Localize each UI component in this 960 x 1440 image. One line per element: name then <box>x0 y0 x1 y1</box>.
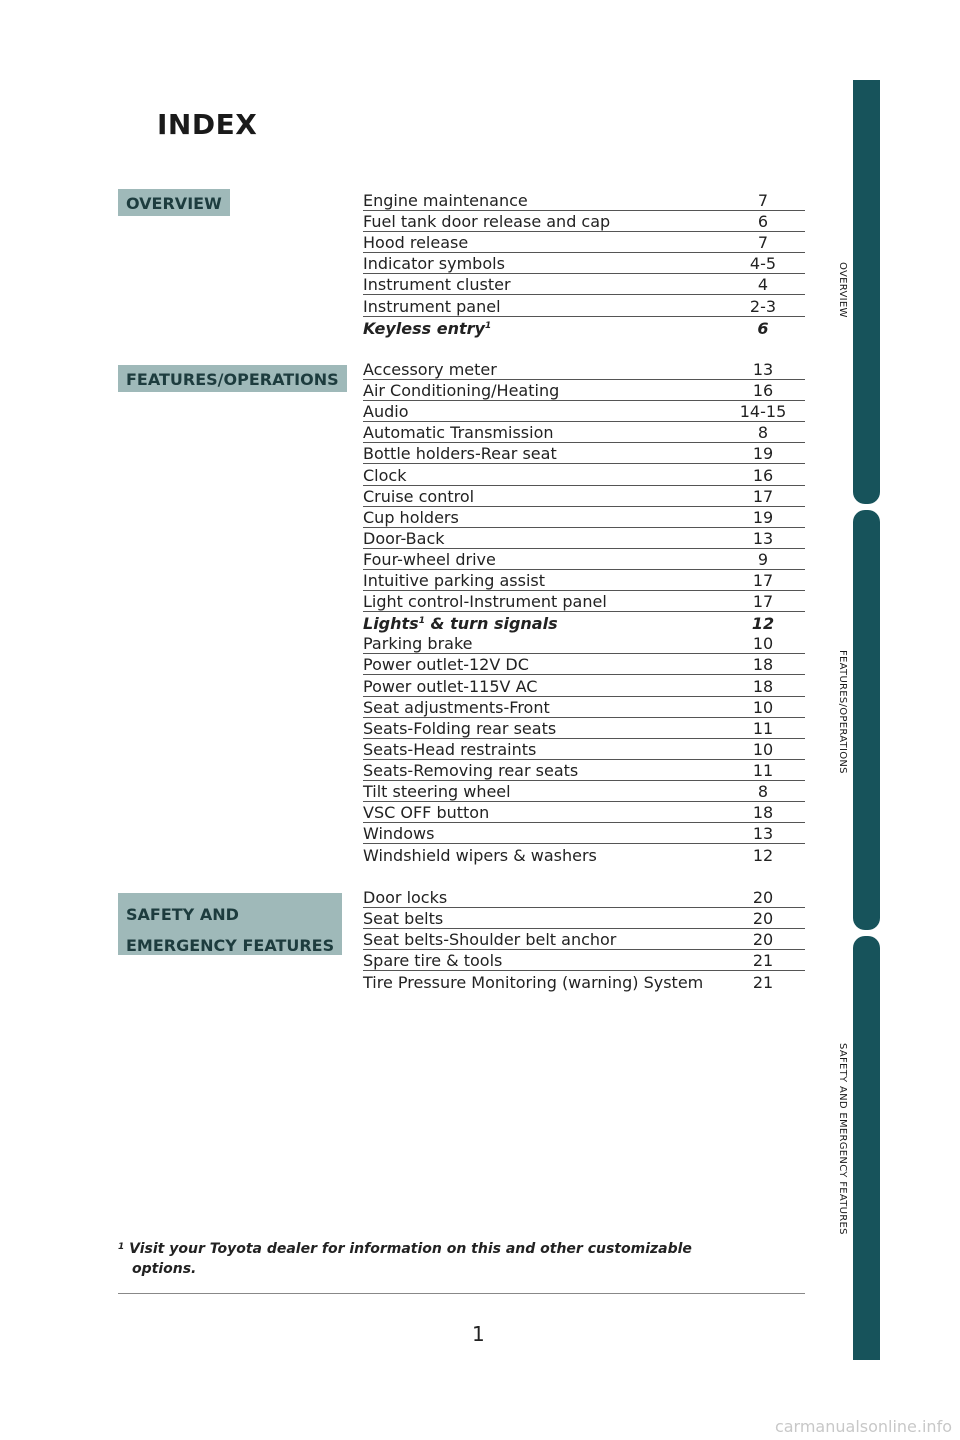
index-entry <box>363 549 805 570</box>
side-label-safety[interactable]: SAFETY AND EMERGENCY FEATURES <box>837 1043 848 1235</box>
index-entry-title: Audio <box>363 402 409 422</box>
index-entry-title: Fuel tank door release and cap <box>363 212 611 232</box>
index-entry <box>363 633 805 654</box>
index-entry <box>363 950 805 971</box>
footnote-line2: options. <box>132 1261 197 1277</box>
index-entry <box>363 190 805 211</box>
index-entry-title: Spare tire & tools <box>363 951 503 971</box>
watermark: carmanualsonline.info <box>774 1417 952 1436</box>
index-entry-title: VSC OFF button <box>363 803 490 823</box>
index-entry-title: Seats-Folding rear seats <box>363 718 557 738</box>
index-entry-page: 12 <box>752 846 774 866</box>
index-entry-page: 19 <box>752 507 774 527</box>
index-entry-title: Parking brake <box>363 634 473 654</box>
index-entry <box>363 781 805 802</box>
index-entry-page: 8 <box>757 781 769 801</box>
index-entry <box>363 274 805 295</box>
index-entry-page: 18 <box>752 803 774 823</box>
index-entry-title: Cup holders <box>363 507 459 527</box>
index-entry <box>363 380 805 401</box>
index-entry <box>363 528 805 549</box>
index-entry <box>363 802 805 823</box>
index-entry-page: 16 <box>752 381 774 401</box>
index-entry <box>363 359 805 380</box>
side-tab-overview[interactable] <box>853 80 880 504</box>
footnote <box>118 1239 778 1279</box>
index-entry-page: 13 <box>752 528 774 548</box>
index-entry-title: Air Conditioning/Heating <box>363 381 560 401</box>
index-entry-title: Seat belts-Shoulder belt anchor <box>363 930 617 950</box>
index-entry-page: 18 <box>752 676 774 696</box>
index-entry-page: 17 <box>752 571 774 591</box>
index-entry-title: Intuitive parking assist <box>363 571 545 591</box>
index-entry-title: Automatic Transmission <box>363 423 554 443</box>
index-entry-title: Door-Back <box>363 528 445 548</box>
index-entry-page: 7 <box>757 191 769 211</box>
index-entry <box>363 844 805 865</box>
index-entry-page: 17 <box>752 592 774 612</box>
footnote-marker: 1 <box>118 1242 125 1252</box>
index-entry <box>363 317 805 338</box>
index-entry <box>363 464 805 485</box>
index-entry-page: 14-15 <box>739 402 787 422</box>
index-entry-title: Door locks <box>363 888 448 908</box>
side-label-overview[interactable]: OVERVIEW <box>837 262 848 318</box>
index-entry <box>363 232 805 253</box>
footnote-ref: 1 <box>484 320 492 331</box>
index-entry-title: Power outlet-115V AC <box>363 676 538 696</box>
side-tab-features[interactable] <box>853 510 880 930</box>
index-entry-page: 10 <box>752 634 774 654</box>
index-entry-title: Hood release <box>363 233 469 253</box>
index-entry-page: 2-3 <box>749 296 777 316</box>
index-entry-page: 11 <box>752 760 774 780</box>
index-entry-title: Windshield wipers & washers <box>363 846 597 866</box>
index-entry-title: Seat belts <box>363 909 444 929</box>
index-entry-title: Bottle holders-Rear seat <box>363 444 557 464</box>
section-label-features: FEATURES/OPERATIONS <box>118 365 347 392</box>
index-entry <box>363 295 805 316</box>
index-entry-title: Accessory meter <box>363 360 497 380</box>
index-entry <box>363 971 805 992</box>
index-entry-title: Lights$^1$ & turn signals <box>363 614 558 634</box>
index-entry-title: Indicator symbols <box>363 254 505 274</box>
index-entry-page: 12 <box>751 614 775 634</box>
index-entry <box>363 929 805 950</box>
index-entry-title: Cruise control <box>363 486 475 506</box>
index-entry-page: 20 <box>752 909 774 929</box>
index-entry <box>363 401 805 422</box>
index-entry-page: 9 <box>757 549 769 569</box>
index-entry-page: 4 <box>757 275 769 295</box>
index-entry <box>363 211 805 232</box>
index-entry <box>363 697 805 718</box>
index-entry <box>363 823 805 844</box>
index-entry-title: Four-wheel drive <box>363 549 496 569</box>
section-label-safety-line1: SAFETY AND <box>126 905 239 924</box>
index-entry-title: Seats-Head restraints <box>363 739 537 759</box>
index-entry <box>363 422 805 443</box>
section-label-overview: OVERVIEW <box>118 189 230 216</box>
index-entry <box>363 908 805 929</box>
index-entry-title: Clock <box>363 465 407 485</box>
index-entry <box>363 718 805 739</box>
features-index-list <box>363 359 805 865</box>
index-entry-page: 11 <box>752 718 774 738</box>
index-entry-page: 16 <box>752 465 774 485</box>
index-entry <box>363 739 805 760</box>
footer-divider <box>118 1293 805 1294</box>
index-entry-page: 6 <box>757 212 769 232</box>
index-entry-page: 4-5 <box>749 254 777 274</box>
overview-index-list <box>363 190 805 338</box>
section-label-safety-line2: EMERGENCY FEATURES <box>126 936 335 955</box>
index-entry-page: 10 <box>752 697 774 717</box>
page-title: INDEX <box>157 108 258 141</box>
index-entry <box>363 654 805 675</box>
index-entry <box>363 570 805 591</box>
index-entry <box>363 253 805 274</box>
index-entry-page: 13 <box>752 824 774 844</box>
index-entry-page: 20 <box>752 930 774 950</box>
index-entry-title: Seats-Removing rear seats <box>363 760 579 780</box>
index-entry <box>363 507 805 528</box>
index-entry-page: 21 <box>752 973 774 993</box>
page-number: 1 <box>472 1322 485 1346</box>
index-entry-title: Instrument panel <box>363 296 501 316</box>
index-entry-title: Windows <box>363 824 435 844</box>
safety-index-list <box>363 887 805 992</box>
index-entry-title: Instrument cluster <box>363 275 511 295</box>
index-entry-page: 20 <box>752 888 774 908</box>
index-entry <box>363 486 805 507</box>
index-entry-page: 18 <box>752 655 774 675</box>
index-entry <box>363 887 805 908</box>
index-entry-title: Tilt steering wheel <box>363 781 511 801</box>
index-entry <box>363 591 805 612</box>
index-entry-title: Light control-Instrument panel <box>363 592 607 612</box>
footnote-line1: Visit your Toyota dealer for information on this and other customizable <box>129 1241 692 1257</box>
index-entry-page: 19 <box>752 444 774 464</box>
index-entry <box>363 675 805 696</box>
side-label-features[interactable]: FEATURES/OPERATIONS <box>837 650 848 774</box>
index-entry-page: 6 <box>757 318 769 338</box>
index-entry-title: Keyless entry$^1$ <box>363 318 492 338</box>
index-entry <box>363 443 805 464</box>
index-entry-page: 10 <box>752 739 774 759</box>
index-entry-page: 8 <box>757 423 769 443</box>
index-entry-page: 17 <box>752 486 774 506</box>
footnote-ref: 1 <box>418 616 425 627</box>
index-entry <box>363 760 805 781</box>
index-entry-title: Power outlet-12V DC <box>363 655 529 675</box>
index-entry-page: 13 <box>752 360 774 380</box>
index-entry-page: 7 <box>757 233 769 253</box>
index-entry <box>363 612 805 633</box>
index-entry-page: 21 <box>752 951 774 971</box>
section-label-safety <box>118 893 342 955</box>
index-entry-title: Tire Pressure Monitoring (warning) System <box>363 973 704 993</box>
index-entry-title: Seat adjustments-Front <box>363 697 550 717</box>
index-entry-title: Engine maintenance <box>363 191 528 211</box>
side-tab-safety[interactable] <box>853 936 880 1360</box>
